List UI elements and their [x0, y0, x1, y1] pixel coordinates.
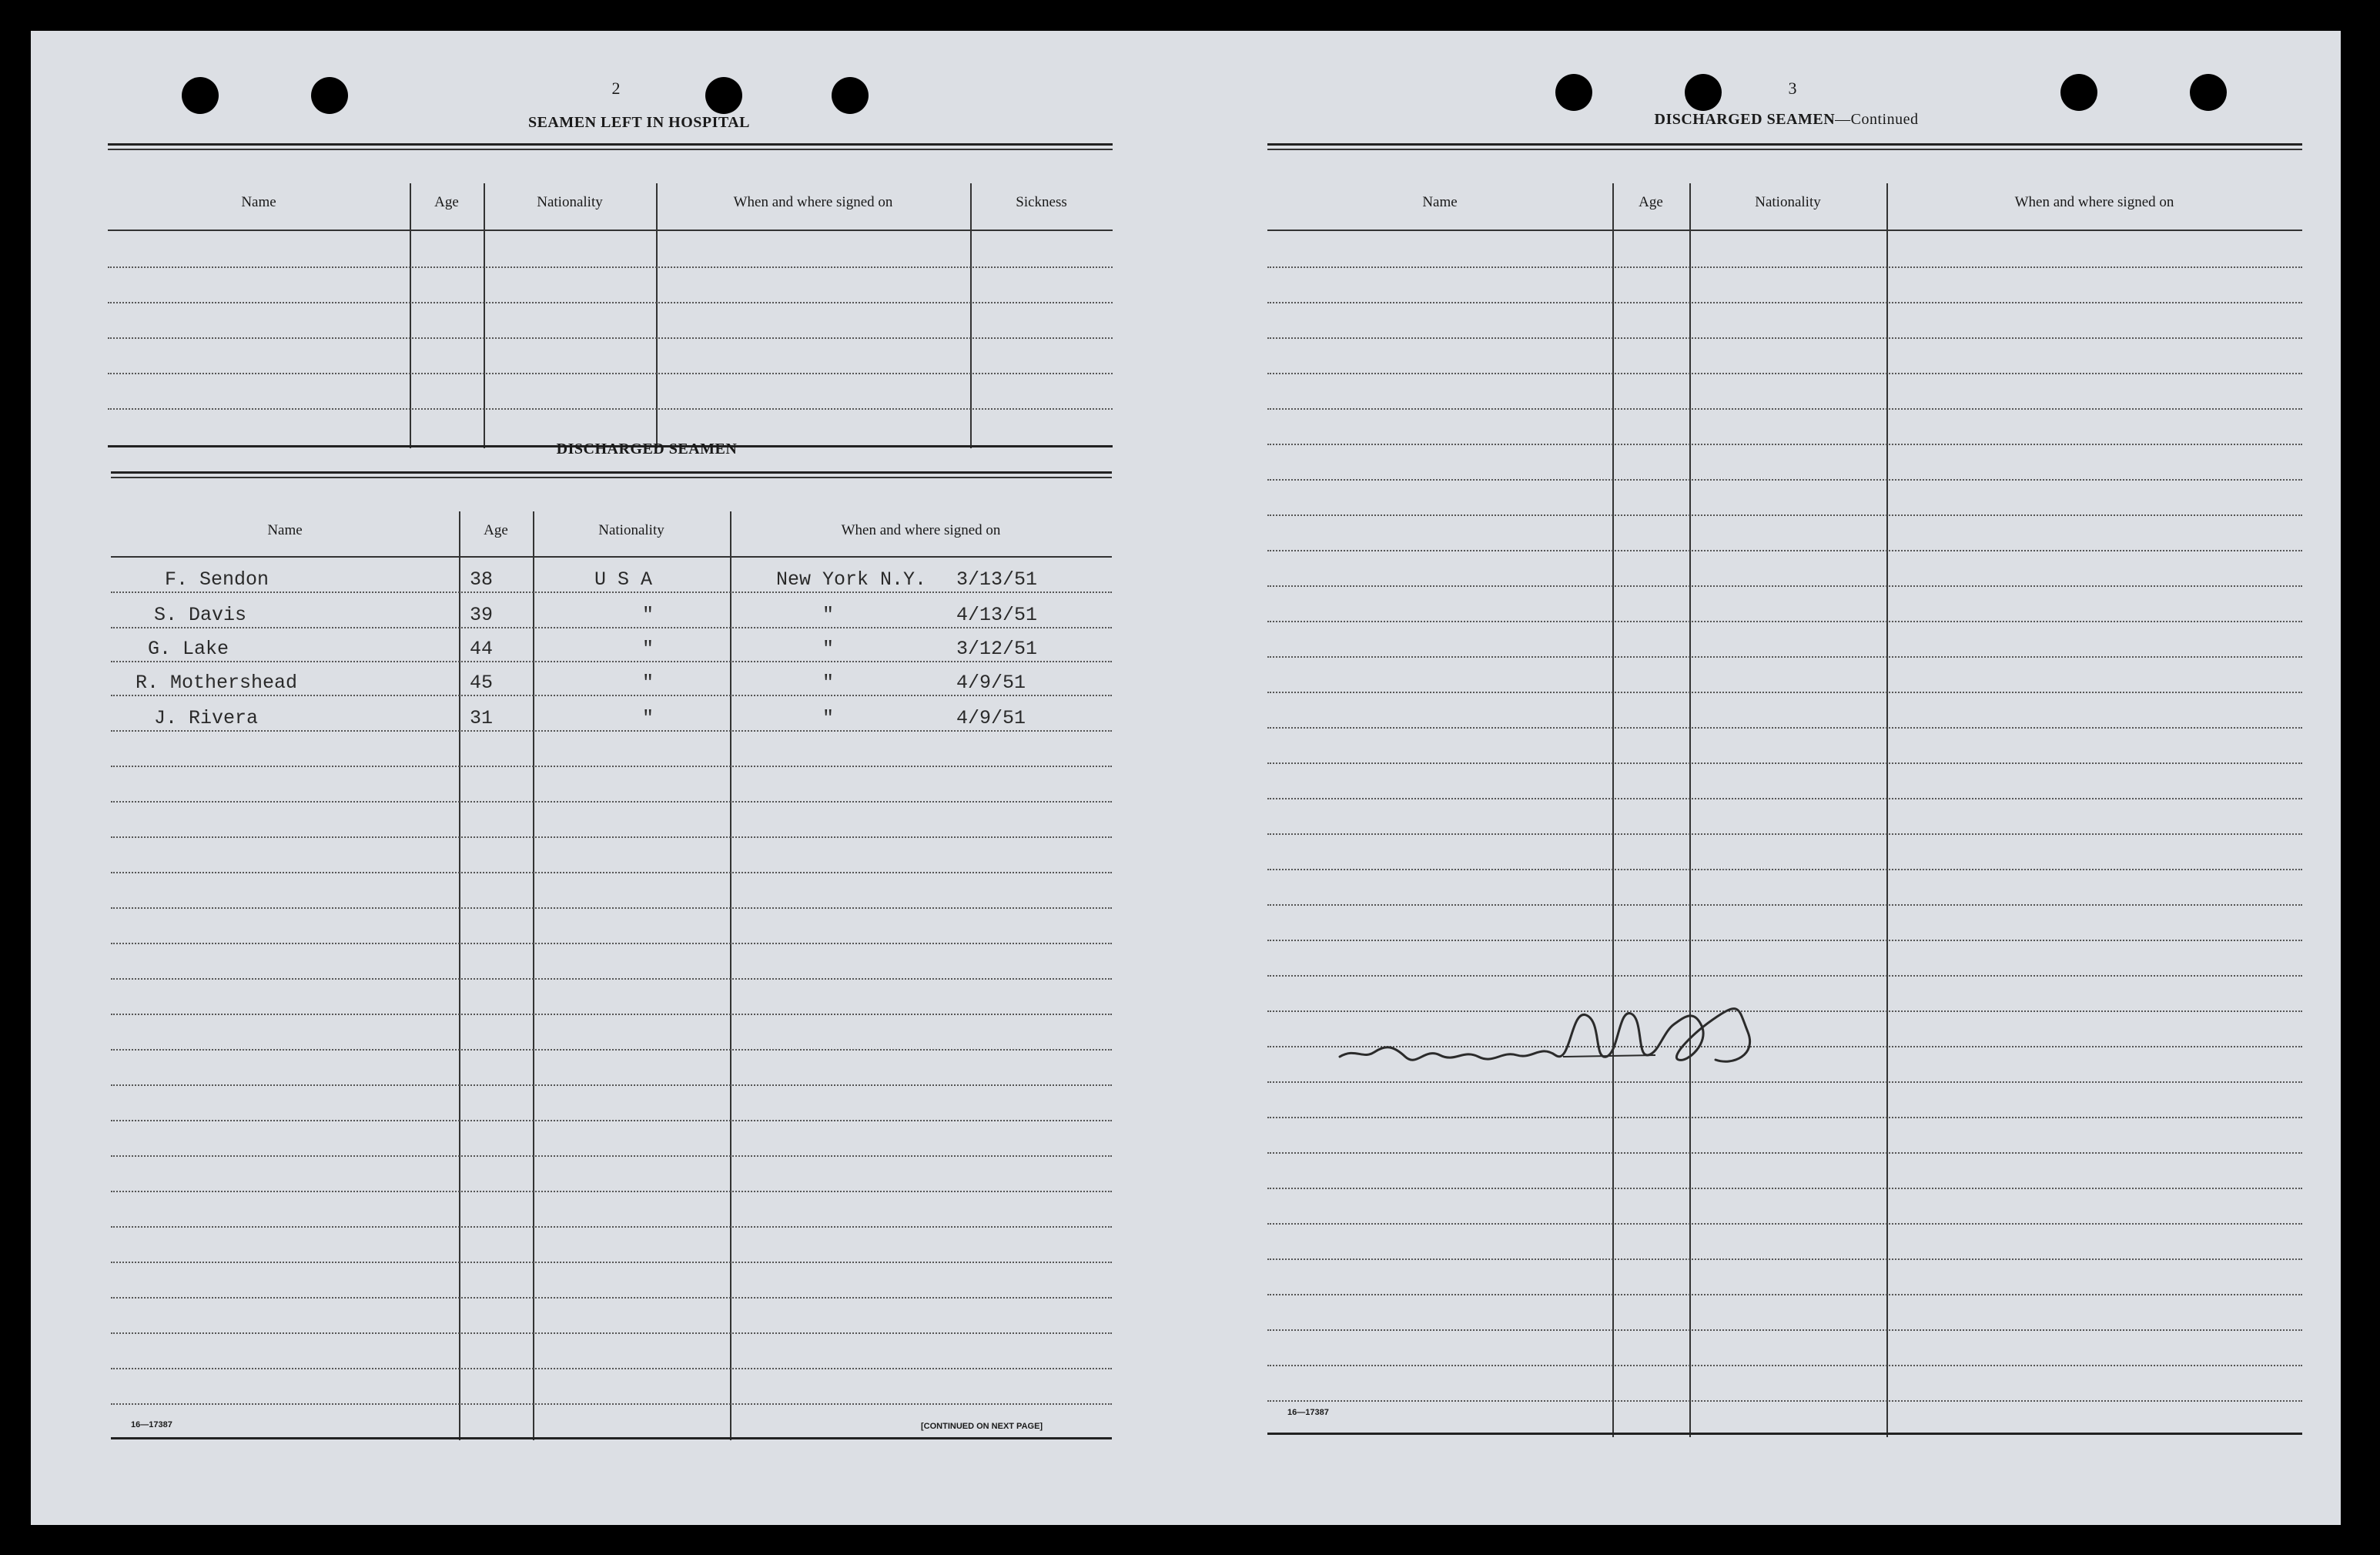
col-header-nationality: Nationality	[598, 522, 664, 538]
table-row-nationality: U S A	[594, 568, 653, 591]
discharged-title: DISCHARGED SEAMEN	[556, 441, 738, 457]
discharged-continued-main: DISCHARGED SEAMEN	[1654, 111, 1836, 128]
row-line	[1267, 692, 2302, 693]
document-sheet	[31, 31, 2341, 1525]
table-row-place: "	[822, 672, 835, 694]
row-line	[1267, 1117, 2302, 1118]
row-line	[1267, 1329, 2302, 1331]
table-row-age: 39	[470, 604, 494, 626]
table-row-date: 3/12/51	[956, 638, 1038, 660]
row-line	[1267, 408, 2302, 410]
row-line	[1267, 833, 2302, 835]
table-row-age: 44	[470, 638, 494, 660]
row-line	[1267, 1223, 2302, 1225]
col-header-nationality: Nationality	[1755, 194, 1821, 210]
col-header-age: Age	[434, 194, 459, 210]
row-line	[1267, 373, 2302, 374]
row-line	[1267, 621, 2302, 622]
punch-hole	[311, 77, 348, 114]
table-row-date: 4/13/51	[956, 604, 1038, 626]
row-line	[1267, 479, 2302, 481]
punch-hole	[1685, 74, 1722, 111]
form-number-right: 16—17387	[1287, 1408, 1329, 1417]
row-line	[1267, 1152, 2302, 1154]
row-line	[1267, 514, 2302, 516]
row-line	[1267, 798, 2302, 799]
table-row-age: 31	[470, 707, 494, 729]
table-row-name: J. Rivera	[154, 707, 259, 729]
punch-hole	[2060, 74, 2097, 111]
col-header-when-where: When and where signed on	[2014, 194, 2174, 210]
col-header-name: Name	[1422, 194, 1458, 210]
table-row-nationality: "	[642, 672, 654, 694]
col-header-age: Age	[484, 522, 508, 538]
row-line	[1267, 444, 2302, 445]
hospital-table	[108, 143, 1113, 448]
table-row-date: 4/9/51	[956, 707, 1026, 729]
table-row-nationality: "	[642, 604, 654, 626]
discharged-continued-table	[1267, 143, 2302, 1437]
table-row-name: R. Mothershead	[136, 672, 298, 694]
col-header-nationality: Nationality	[537, 194, 603, 210]
row-line	[1267, 869, 2302, 870]
table-row-date: 4/9/51	[956, 672, 1026, 694]
discharged-table	[111, 471, 1112, 1440]
table-row-place: "	[822, 638, 835, 660]
table-row-name: S. Davis	[154, 604, 247, 626]
table-row-age: 45	[470, 672, 494, 694]
continued-note: [CONTINUED ON NEXT PAGE]	[921, 1422, 1043, 1431]
punch-hole	[1555, 74, 1592, 111]
table-row-name: G. Lake	[148, 638, 229, 660]
row-line	[1267, 940, 2302, 941]
punch-hole	[182, 77, 219, 114]
punch-hole	[2190, 74, 2227, 111]
table-row-place: "	[822, 604, 835, 626]
row-line	[1267, 904, 2302, 906]
signature-graphic	[1332, 986, 1763, 1078]
row-line	[1267, 585, 2302, 587]
table-row-nationality: "	[642, 707, 654, 729]
row-line	[1267, 550, 2302, 551]
col-header-name: Name	[267, 522, 303, 538]
table-row-place: "	[822, 707, 835, 729]
row-line	[1267, 1081, 2302, 1083]
row-line	[1267, 337, 2302, 339]
table-row-age: 38	[470, 568, 494, 591]
row-line	[1267, 1294, 2302, 1295]
signature	[1332, 986, 1763, 1078]
table-row-date: 3/13/51	[956, 568, 1038, 591]
row-line	[1267, 1258, 2302, 1260]
form-number-left: 16—17387	[131, 1420, 172, 1429]
table-row-place: New York N.Y.	[776, 568, 927, 591]
page-number-left: 2	[611, 79, 621, 98]
row-line	[1267, 1188, 2302, 1189]
page-number-right: 3	[1788, 79, 1797, 98]
row-line	[1267, 975, 2302, 977]
col-header-name: Name	[241, 194, 276, 210]
col-header-sickness: Sickness	[1016, 194, 1067, 210]
punch-hole	[705, 77, 742, 114]
discharged-continued-suffix: —Continued	[1835, 111, 1919, 128]
table-row-nationality: "	[642, 638, 654, 660]
punch-hole	[832, 77, 869, 114]
hospital-title: SEAMEN LEFT IN HOSPITAL	[527, 114, 751, 131]
row-line	[1267, 1365, 2302, 1366]
table-row-name: F. Sendon	[165, 568, 269, 591]
row-line	[1267, 727, 2302, 729]
row-line	[1267, 1400, 2302, 1402]
col-header-age: Age	[1639, 194, 1663, 210]
row-line	[1267, 656, 2302, 658]
row-line	[1267, 762, 2302, 764]
row-line	[1267, 302, 2302, 303]
discharged-continued-title	[1540, 111, 2033, 129]
col-header-when-where: When and where signed on	[733, 194, 893, 210]
col-header-when-where: When and where signed on	[841, 522, 1001, 538]
row-line	[1267, 266, 2302, 268]
